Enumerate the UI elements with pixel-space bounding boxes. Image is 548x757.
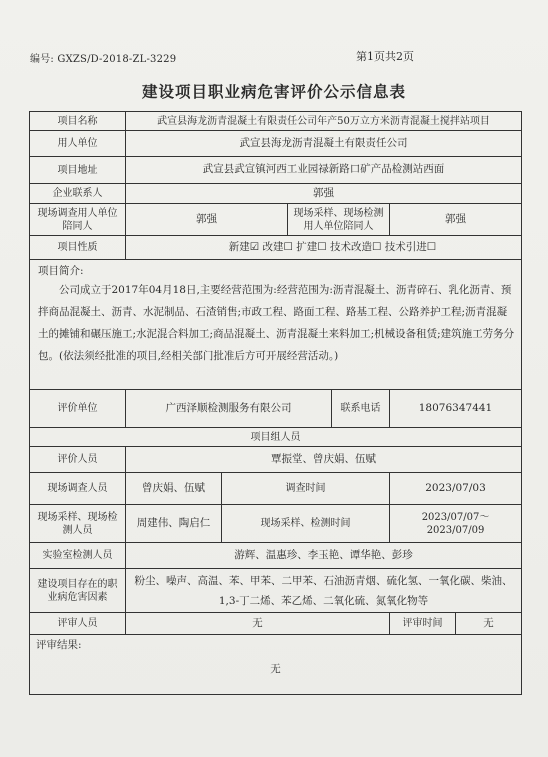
code-value: GXZS/D-2018-ZL-3229: [57, 54, 177, 65]
sampling-value: 周建伟、陶启仁: [126, 505, 222, 543]
nature-label: 项目性质: [30, 236, 126, 260]
row-project-name: [30, 112, 522, 131]
row-contact: [30, 184, 522, 204]
sampling-escort-label: 现场采样、现场检测用人单位陪同人: [288, 204, 390, 236]
field-survey-value: 曾庆娟、伍赋: [126, 473, 222, 505]
survey-escort-label: 现场调查用人单位陪同人: [30, 204, 126, 236]
intro-cell: [30, 260, 522, 390]
employer-label: 用人单位: [30, 131, 126, 157]
lab-label: 实验室检测人员: [30, 543, 126, 569]
row-lab: [30, 543, 522, 569]
row-assessors: [30, 447, 522, 473]
address-label: 项目地址: [30, 157, 126, 184]
phone-value: 18076347441: [390, 390, 522, 428]
reviewer-value: 无: [126, 613, 390, 635]
row-field-survey: [30, 473, 522, 505]
sampling-escort-value: 郭强: [390, 204, 522, 236]
row-team-header: [30, 428, 522, 447]
row-address: [30, 157, 522, 184]
project-name-label: 项目名称: [30, 112, 126, 131]
row-nature: [30, 236, 522, 260]
contact-label: 企业联系人: [30, 184, 126, 204]
evaluator-value: 广西泽顺检测服务有限公司: [126, 390, 332, 428]
field-survey-time-label: 调查时间: [222, 473, 390, 505]
row-intro: [30, 260, 522, 390]
sampling-label: 现场采样、现场检测人员: [30, 505, 126, 543]
assessors-label: 评价人员: [30, 447, 126, 473]
project-name-value: 武宣县海龙沥青混凝土有限责任公司年产50万立方米沥青混凝土搅拌站项目: [126, 112, 522, 131]
evaluator-label: 评价单位: [30, 390, 126, 428]
hazards-value: 粉尘、噪声、高温、苯、甲苯、二甲苯、石油沥青烟、硫化氢、一氧化碳、柴油、1,3-丁二烯、苯乙烯、二氧化硫、氮氧化物等: [126, 569, 522, 613]
intro-text: 公司成立于2017年04月18日,主要经营范围为:经营范围为:沥青混凝土、沥青碎石、乳化沥青、预拌商品混凝土、沥青、水泥制品、石渣销售;市政工程、路面工程、路基工程、公路养护工程;沥青混凝土的摊铺和碾压施工;水泥混合料加工;商品混凝土、沥青混凝土来料加工;机械设备租赁;建筑施工劳务分包。(依法须经批准的项目,经相关部门批准后方可开展经营活动。): [38, 283, 515, 362]
row-employer: [30, 131, 522, 157]
assessors-value: 覃振堂、曾庆娟、伍赋: [126, 447, 522, 473]
sampling-time: 2023/07/07～2023/07/09: [390, 505, 522, 543]
code-label: 编号:: [30, 54, 54, 65]
field-survey-label: 现场调查人员: [30, 473, 126, 505]
intro-label: 项目简介:: [38, 265, 84, 277]
row-survey-escort: [30, 204, 522, 236]
review-result-value: 无: [270, 663, 281, 675]
sampling-time-label: 现场采样、检测时间: [222, 505, 390, 543]
address-value: 武宣县武宣镇河西工业园禄新路口矿产品检测站西面: [126, 157, 522, 184]
review-result-label: 评审结果:: [36, 639, 82, 651]
row-hazards: [30, 569, 522, 613]
row-reviewer: [30, 613, 522, 635]
review-result-cell: [30, 635, 522, 695]
page-number: 第1页共2页: [356, 50, 414, 63]
review-time-value: 无: [456, 613, 522, 635]
survey-escort-value: 郭强: [126, 204, 288, 236]
row-sampling: [30, 505, 522, 543]
nature-value: 新建☑ 改建☐ 扩建☐ 技术改造☐ 技术引进☐: [126, 236, 522, 260]
info-table: [29, 111, 522, 695]
hazards-label: 建设项目存在的职业病危害因素: [30, 569, 126, 613]
document-code: [30, 50, 176, 65]
employer-value: 武宣县海龙沥青混凝土有限责任公司: [126, 131, 522, 157]
phone-label: 联系电话: [332, 390, 390, 428]
field-survey-time: 2023/07/03: [390, 473, 522, 505]
reviewer-label: 评审人员: [30, 613, 126, 635]
contact-value: 郭强: [126, 184, 522, 204]
document-title: 建设项目职业病危害评价公示信息表: [141, 82, 406, 101]
review-time-label: 评审时间: [390, 613, 456, 635]
row-evaluator: [30, 390, 522, 428]
row-review-result: [30, 635, 522, 695]
lab-value: 游辉、温惠珍、李玉艳、谭华艳、彭珍: [126, 543, 522, 569]
team-header: 项目组人员: [30, 428, 522, 447]
